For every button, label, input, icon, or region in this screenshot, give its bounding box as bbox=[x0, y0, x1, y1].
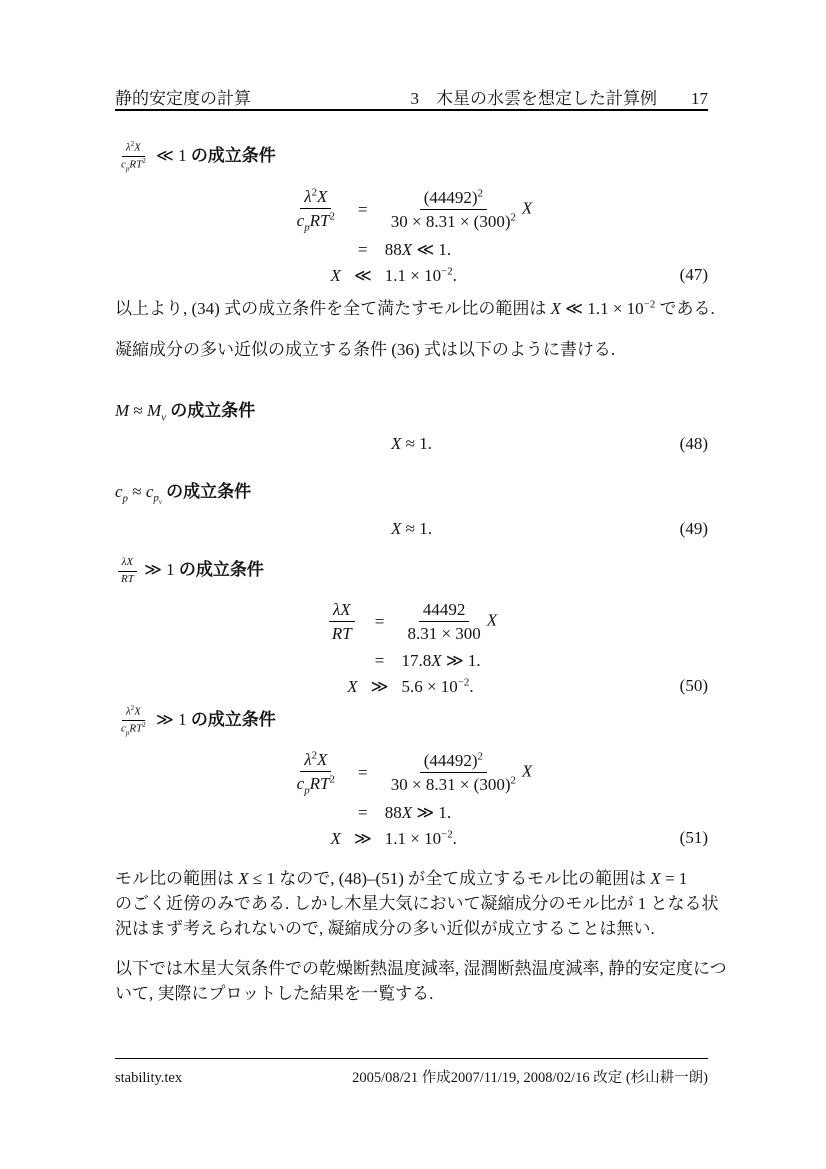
eq-lhs: $\lambda^2X$ $c_pRT^2$ bbox=[296, 186, 335, 234]
eq-relation: ≫ bbox=[370, 676, 389, 696]
heading-math: $\lambda^2X$ $c_pRT^2$ ≫ 1 bbox=[121, 704, 191, 738]
condition-heading-48 bbox=[115, 396, 708, 423]
condition-heading-49 bbox=[115, 477, 708, 507]
heading-label: の成立条件 bbox=[166, 482, 252, 501]
page-footer bbox=[115, 1066, 708, 1087]
eq-relation: = bbox=[358, 802, 368, 822]
heading-math: $\lambda^2X$ $c_pRT^2$ ≪ 1 bbox=[121, 140, 191, 174]
equation-48 bbox=[115, 432, 708, 456]
eq-lhs: $\frac{\lambda X}{RT}$ bbox=[326, 596, 358, 648]
heading-label: の成立条件 bbox=[170, 401, 256, 420]
equation-number: (51) bbox=[679, 827, 708, 847]
eq-relation: = bbox=[358, 239, 368, 259]
text-line: いて, 実際にプロットした結果を一覧する. bbox=[115, 984, 434, 1003]
text-line: 以下では木星大気条件での乾燥断熱温度減率, 湿潤断熱温度減率, 静的安定度につ bbox=[115, 959, 727, 978]
equation-50 bbox=[115, 596, 708, 700]
eq-relation: = bbox=[374, 650, 385, 670]
eq-rhs: $1.1 \times 10^{-2}$. bbox=[384, 264, 457, 285]
heading-math: $\frac{\lambda X}{RT}$ ≫ 1 bbox=[115, 560, 179, 579]
eq-rhs: 17.8X ≫ 1. bbox=[401, 650, 481, 670]
eq-rhs: 88X ≪ 1. bbox=[384, 239, 452, 259]
eq-rhs: 88X ≫ 1. bbox=[384, 802, 452, 822]
footer-rule bbox=[115, 1058, 708, 1059]
footer-filename: stability.tex bbox=[115, 1070, 183, 1086]
text-line: のごく近傍のみである. しかし木星大気において凝縮成分のモル比が 1 となる状 bbox=[115, 894, 719, 913]
eq-rhs: $5.6 \times 10^{-2}$. bbox=[401, 675, 474, 696]
eq-relation: = bbox=[358, 762, 368, 782]
condition-heading-50 bbox=[115, 555, 708, 586]
eq-relation: ≪ bbox=[353, 265, 372, 285]
equation-49 bbox=[115, 517, 708, 541]
equation-47 bbox=[115, 183, 708, 289]
text-line: 凝縮成分の多い近似の成立する条件 (36) 式は以下のように書ける. bbox=[115, 340, 616, 359]
eq-rhs: $1.1 \times 10^{-2}$. bbox=[384, 827, 457, 848]
text-line: モル比の範囲は X ≤ 1 なので, (48)–(51) が全て成立するモル比の範囲は X = 1 bbox=[115, 869, 688, 888]
equation-array bbox=[291, 183, 533, 289]
heading-label: の成立条件 bbox=[178, 560, 264, 579]
page-number: 17 bbox=[691, 89, 708, 108]
condition-heading-51 bbox=[115, 705, 708, 737]
header-rule bbox=[115, 109, 708, 111]
eq-lhs: $\lambda^2X$ $c_pRT^2$ bbox=[296, 749, 335, 797]
heading-math: $M \approx M_v$ bbox=[115, 401, 167, 424]
header-right bbox=[411, 84, 709, 109]
footer-revision-dates: 2005/08/21 作成2007/11/19, 2008/02/16 改定 (杉山耕一朗) bbox=[352, 1070, 708, 1086]
eq-body: X ≈ 1. bbox=[391, 434, 432, 453]
eq-lhs bbox=[291, 800, 341, 826]
equation-number: (47) bbox=[679, 264, 708, 284]
section-title: 3 木星の水雲を想定した計算例 bbox=[410, 89, 657, 108]
equation-number: (49) bbox=[679, 519, 708, 538]
page-header bbox=[115, 84, 708, 109]
equation-number: (48) bbox=[679, 434, 708, 453]
eq-relation: ≫ bbox=[353, 828, 372, 848]
eq-lhs bbox=[326, 648, 358, 674]
eq-lhs: X bbox=[347, 676, 358, 696]
heading-label: の成立条件 bbox=[190, 710, 276, 730]
text-line: 以上より, (34) 式の成立条件を全て満たすモル比の範囲は X ≪ $1.1 \times 10^{-2}$ である. bbox=[115, 298, 715, 318]
paragraph-3 bbox=[115, 956, 727, 1006]
eq-rhs: $\frac{44492}{8.31 \times 300}$ X bbox=[407, 600, 498, 644]
eq-relation: = bbox=[358, 199, 368, 219]
equation-51 bbox=[115, 746, 708, 852]
equation-number: (50) bbox=[679, 675, 708, 695]
eq-body: X ≈ 1. bbox=[391, 519, 432, 538]
heading-label: の成立条件 bbox=[190, 146, 276, 166]
eq-rhs: $\frac{(44492)^2}{30 \times 8.31 \times (300)^2}$ X bbox=[390, 187, 533, 232]
heading-math: $c_p \approx c_{p_v}$ bbox=[115, 482, 162, 507]
condition-heading-47 bbox=[115, 141, 708, 173]
paragraph-1 bbox=[115, 288, 715, 370]
eq-relation: = bbox=[374, 611, 385, 631]
text-line: 況はまず考えられないので, 凝縮成分の多い近似が成立することは無い. bbox=[115, 919, 655, 938]
eq-lhs: X bbox=[330, 265, 341, 285]
eq-lhs: X bbox=[330, 828, 341, 848]
paragraph-2 bbox=[115, 866, 719, 941]
eq-lhs bbox=[291, 237, 341, 263]
equation-array bbox=[291, 746, 533, 852]
running-title: 静的安定度の計算 bbox=[115, 89, 251, 108]
eq-rhs: $\frac{(44492)^2}{30 \times 8.31 \times (300)^2}$ X bbox=[390, 750, 533, 795]
equation-array bbox=[326, 596, 497, 700]
